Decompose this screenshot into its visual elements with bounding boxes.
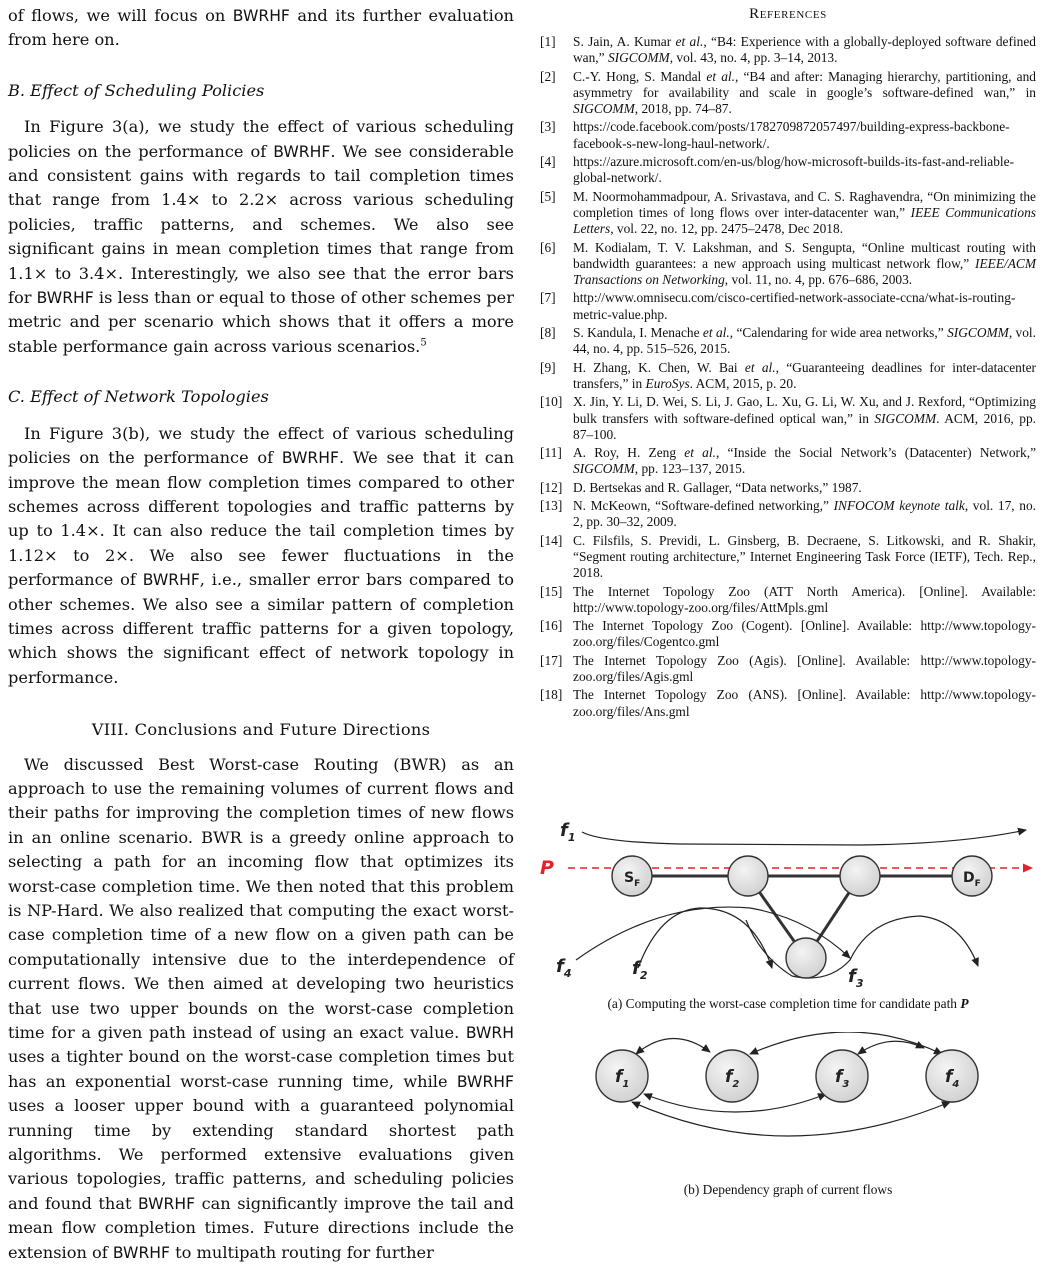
scheme-name: BWRHF bbox=[36, 289, 94, 308]
reference-text: , “Calendaring for wide area networks,” bbox=[729, 325, 948, 341]
text: uses a looser upper bound with a guaranteed polynomial running time by extending standard shortest path algorithms. We performed extensive evaluations given various topologies, traffic patterns, and scheduling policies and found that bbox=[8, 1096, 514, 1213]
reference-text: https://code.facebook.com/posts/1782709872057497/building-express-backbone-facebook-s-new-long-haul-network/. bbox=[573, 119, 1010, 151]
reference-text: et al. bbox=[684, 445, 716, 461]
references-column bbox=[540, 4, 1036, 722]
reference-text: , vol. 22, no. 12, pp. 2475–2478, Dec 2018. bbox=[610, 221, 844, 237]
node-label-f3: $f_3$ bbox=[835, 1067, 850, 1090]
reference-text: SIGCOMM bbox=[874, 410, 937, 426]
reference-text: A. Roy, H. Zeng bbox=[573, 445, 685, 461]
reference-text: , “Inside the Social Network’s (Datacenter) Network,” bbox=[715, 445, 1037, 461]
references-title: References bbox=[749, 6, 827, 22]
destination-label: $D_F$ bbox=[963, 870, 981, 889]
reference-item bbox=[540, 119, 1036, 152]
scheme-name: BWRHF bbox=[273, 142, 331, 161]
reference-item bbox=[540, 480, 1036, 496]
subsection-c-heading: C. Effect of Network Topologies bbox=[8, 387, 269, 407]
edge-f1-f2 bbox=[636, 1038, 710, 1054]
reference-text: The Internet Topology Zoo (Agis). [Online]. Available: http://www.topology-zoo.org/files/Agis.gml bbox=[573, 652, 1036, 684]
scheme-name: BWRHF bbox=[456, 1072, 514, 1091]
network-node bbox=[728, 856, 768, 896]
text: and its further evaluation from here on. bbox=[8, 6, 514, 50]
paragraph-topologies bbox=[8, 422, 514, 690]
reference-text: IEEE/ACM Transactions on Networking bbox=[573, 255, 1036, 288]
reference-number: [10] bbox=[540, 394, 563, 410]
reference-text: . ACM, 2016, pp. 87–100. bbox=[573, 410, 1036, 442]
node-label-f4: $f_4$ bbox=[945, 1067, 960, 1090]
figure-b bbox=[540, 1032, 1036, 1198]
path-label: P bbox=[540, 857, 554, 879]
reference-text: X. Jin, Y. Li, D. Wei, S. Li, J. Gao, L. Xu, G. Li, W. Xu, and J. Rexford, “Optimizing bulk transfers with software-defined optical wan,” in bbox=[573, 394, 1036, 426]
flow-f1-arrow bbox=[582, 830, 1026, 845]
reference-item bbox=[540, 325, 1036, 358]
network-node bbox=[840, 856, 880, 896]
reference-text: et al. bbox=[744, 359, 776, 375]
reference-number: [12] bbox=[540, 479, 563, 495]
edge-f1-f4 bbox=[632, 1102, 950, 1136]
flow-label-f1: $f_1$ bbox=[560, 820, 576, 844]
reference-text: The Internet Topology Zoo (Cogent). [Online]. Available: http://www.topology-zoo.org/files/Cogentco.gml bbox=[573, 618, 1036, 650]
reference-item bbox=[540, 154, 1036, 187]
reference-item bbox=[540, 360, 1036, 393]
text: We discussed Best Worst-case Routing (BWR) as an approach to use the remaining volumes of current flows and their paths for improving the completion times of new flows in an online scenario. BWR is a greedy online approach to selecting a path for an incoming flow that optimizes its worst-case completion time. We then noted that this problem is NP-Hard. We also realized that computing the exact worst-case completion time of a new flow on a given path can be computationally intensive due to the interdependence of current flows. We then aimed at developing two heuristics that use two upper bounds on the worst-case completion time for a given path instead of using an exact value. bbox=[8, 754, 514, 1043]
figure-b-caption: (b) Dependency graph of current flows bbox=[683, 1182, 893, 1197]
reference-text: EuroSys bbox=[645, 375, 690, 391]
flow-label-f2: $f_2$ bbox=[632, 958, 648, 982]
source-label: $S_F$ bbox=[624, 870, 641, 889]
caption-text: (a) Computing the worst-case completion time for candidate path bbox=[607, 996, 961, 1011]
reference-text: M. Noormohammadpour, A. Srivastava, and C. S. Raghavendra, “On minimizing the completion times of long flows over inter-datacenter wan,” bbox=[573, 188, 1036, 220]
text: to multipath routing for further bbox=[170, 1242, 434, 1262]
reference-text: http://www.omnisecu.com/cisco-certified-network-associate-ccna/what-is-routing-metric-value.php. bbox=[573, 290, 1016, 322]
node-label-f2: $f_2$ bbox=[725, 1067, 740, 1090]
reference-number: [16] bbox=[540, 618, 563, 634]
reference-text: The Internet Topology Zoo (ATT North America). [Online]. Available: http://www.topology-zoo.org/files/AttMpls.gml bbox=[573, 583, 1036, 615]
reference-text: S. Kandula, I. Menache bbox=[573, 325, 703, 341]
reference-number: [17] bbox=[540, 652, 563, 668]
scheme-name: BWRHF bbox=[142, 571, 200, 590]
reference-text: D. Bertsekas and R. Gallager, “Data networks,” 1987. bbox=[573, 479, 862, 495]
reference-text: C. Filsfils, S. Previdi, L. Ginsberg, B. Decraene, S. Litkowski, and R. Shakir, “Segment routing architecture,” Internet Engineering Task Force (IETF), Tech. Rep., 2018. bbox=[573, 532, 1036, 581]
reference-text: M. Kodialam, T. V. Lakshman, and S. Sengupta, “Online multicast routing with bandwidth guarantees: a new approach using multicast network flow,” bbox=[573, 239, 1036, 271]
reference-text: SIGCOMM bbox=[573, 461, 635, 477]
reference-text: , vol. 44, no. 4, pp. 515–526, 2015. bbox=[573, 325, 1036, 357]
reference-number: [3] bbox=[540, 119, 556, 135]
caption-path-symbol: P bbox=[960, 996, 969, 1011]
reference-text: SIGCOMM bbox=[607, 50, 670, 66]
reference-number: [6] bbox=[540, 239, 556, 255]
figure-a bbox=[540, 800, 1036, 1012]
paragraph-scheduling bbox=[8, 115, 514, 359]
text: . We see considerable and consistent gains with regards to tail completion times that range from 1.4× to 2.2× across various scheduling policies, traffic patterns, and schemes. We also see significant gains in mean completion times that range from 1.1× to 3.4×. Interestingly, we also see that the error bars for bbox=[8, 141, 514, 308]
left-column bbox=[8, 4, 514, 1265]
reference-item bbox=[540, 653, 1036, 686]
reference-text: et al. bbox=[675, 34, 704, 49]
reference-text: , “B4 and after: Managing hierarchy, partitioning, and asymmetry for availability and scale in google’s software-defined wan,” in bbox=[573, 68, 1036, 100]
reference-text: N. McKeown, “Software-defined networking,” bbox=[573, 498, 834, 514]
reference-number: [11] bbox=[540, 445, 562, 461]
reference-item bbox=[540, 687, 1036, 720]
flow-f3-arrow bbox=[746, 916, 978, 978]
reference-item bbox=[540, 498, 1036, 531]
section-8-heading: VIII. Conclusions and Future Directions bbox=[91, 720, 431, 740]
reference-text: INFOCOM keynote talk bbox=[833, 498, 965, 514]
scheme-name: BWRHF bbox=[112, 1243, 170, 1262]
reference-item bbox=[540, 584, 1036, 617]
figure-a-caption bbox=[540, 996, 1036, 1012]
reference-item bbox=[540, 34, 1036, 67]
reference-text: , “B4: Experience with a globally-deployed software defined wan,” bbox=[573, 34, 1036, 66]
paragraph-intro bbox=[8, 4, 514, 53]
reference-text: , pp. 123–137, 2015. bbox=[634, 461, 746, 477]
text: can significantly improve the tail and mean flow completion times. Future directions include the extension of bbox=[8, 1193, 514, 1262]
reference-number: [2] bbox=[540, 68, 556, 84]
reference-list bbox=[540, 34, 1036, 720]
text: of flows, we will focus on bbox=[8, 6, 233, 25]
reference-item bbox=[540, 69, 1036, 118]
reference-number: [13] bbox=[540, 498, 563, 514]
footnote-mark[interactable]: 5 bbox=[420, 337, 427, 349]
paragraph-conclusions bbox=[8, 753, 514, 1265]
reference-text: , 2018, pp. 74–87. bbox=[634, 101, 732, 117]
text: is less than or equal to those of other schemes per metric and per scenario which shows that it offers a more stable performance gain across various scenarios. bbox=[8, 288, 515, 356]
scheme-name: BWRHF bbox=[137, 1194, 196, 1213]
reference-text: The Internet Topology Zoo (ANS). [Online]. Available: http://www.topology-zoo.org/files/Ans.gml bbox=[573, 687, 1036, 719]
text: . We see that it can improve the mean flow completion times compared to other schemes across different topologies and traffic patterns by up to 1.4×. It can also reduce the tail completion times by 1.12× to 2×. We also see fewer fluctuations in the performance of bbox=[8, 448, 514, 590]
reference-number: [5] bbox=[540, 188, 556, 204]
flow-label-f3: $f_3$ bbox=[848, 966, 864, 990]
reference-number: [9] bbox=[540, 359, 556, 375]
network-node bbox=[786, 938, 826, 978]
text: uses a tighter bound on the worst-case completion times but has an exponential worst-case running time, while bbox=[8, 1047, 514, 1091]
reference-number: [4] bbox=[540, 154, 556, 170]
reference-text: IEEE Communications Letters bbox=[573, 204, 1036, 237]
text: In Figure 3(b), we study the effect of various scheduling policies on the performance of bbox=[8, 423, 514, 468]
subsection-b-heading: B. Effect of Scheduling Policies bbox=[8, 80, 265, 100]
dependency-graph bbox=[540, 1032, 1036, 1172]
reference-item bbox=[540, 290, 1036, 323]
reference-number: [8] bbox=[540, 325, 556, 341]
topology-diagram bbox=[540, 800, 1036, 990]
reference-item bbox=[540, 533, 1036, 582]
scheme-name: BWRHF bbox=[281, 449, 339, 468]
reference-item bbox=[540, 240, 1036, 289]
reference-item bbox=[540, 394, 1036, 443]
reference-number: [14] bbox=[540, 532, 563, 548]
node-label-f1: $f_1$ bbox=[615, 1067, 630, 1090]
flow-label-f4: $f_4$ bbox=[556, 956, 572, 980]
reference-text: , vol. 43, no. 4, pp. 3–14, 2013. bbox=[669, 50, 838, 66]
reference-text: . ACM, 2015, p. 20. bbox=[689, 375, 797, 391]
reference-text: et al. bbox=[702, 325, 730, 341]
reference-text: , “Guaranteeing deadlines for inter-datacenter transfers,” in bbox=[573, 359, 1036, 391]
text: In Figure 3(a), we study the effect of various scheduling policies on the performance of bbox=[8, 117, 514, 161]
reference-item bbox=[540, 189, 1036, 238]
reference-number: [1] bbox=[540, 34, 556, 49]
reference-text: C.-Y. Hong, S. Mandal bbox=[573, 68, 707, 84]
flow-f2-arrow bbox=[638, 908, 772, 968]
reference-text: SIGCOMM bbox=[573, 101, 635, 117]
reference-text: , vol. 11, no. 4, pp. 676–686, 2003. bbox=[724, 272, 913, 288]
reference-item bbox=[540, 445, 1036, 478]
reference-number: [15] bbox=[540, 583, 563, 599]
reference-item bbox=[540, 618, 1036, 651]
text: , i.e., smaller error bars compared to other schemes. We also see a similar pattern of completion times across different traffic patterns for a given topology, which shows the significant effect of network topology in performance. bbox=[8, 570, 514, 687]
reference-text: et al. bbox=[706, 68, 735, 84]
reference-number: [7] bbox=[540, 290, 556, 306]
reference-text: https://azure.microsoft.com/en-us/blog/how-microsoft-builds-its-fast-and-reliable-global-network/. bbox=[573, 154, 1015, 186]
reference-number: [18] bbox=[540, 687, 563, 703]
reference-text: SIGCOMM bbox=[947, 325, 1009, 341]
scheme-name: BWRHF bbox=[232, 7, 290, 25]
reference-text: H. Zhang, K. Chen, W. Bai bbox=[573, 359, 745, 375]
scheme-name: BWRH bbox=[465, 1024, 514, 1043]
reference-text: S. Jain, A. Kumar bbox=[573, 34, 676, 49]
reference-text: , vol. 17, no. 2, pp. 30–32, 2009. bbox=[573, 498, 1037, 530]
